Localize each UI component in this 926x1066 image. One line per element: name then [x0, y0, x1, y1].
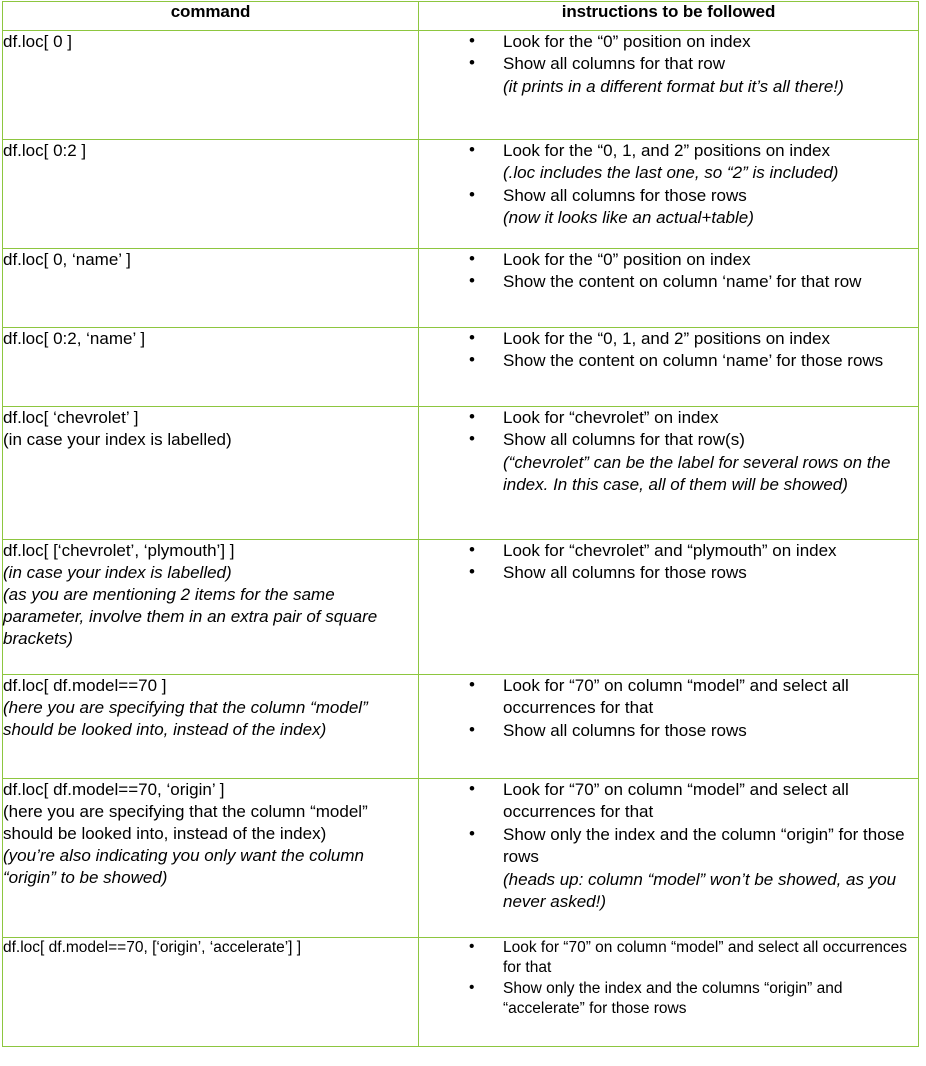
- instruction-text: Look for “70” on column “model” and select all occurrences for that: [503, 676, 849, 718]
- command-note: (here you are specifying that the column “model” should be looked into, instead of the index): [3, 802, 368, 844]
- instruction-item: [419, 562, 918, 584]
- instructions-cell: [419, 779, 919, 938]
- instruction-item: [419, 53, 918, 98]
- instruction-note: (it prints in a different format but it’s all there!): [503, 76, 844, 96]
- table-row: [3, 779, 919, 938]
- instruction-item: [419, 675, 918, 720]
- command-note: (as you are mentioning 2 items for the same parameter, involve them in an extra pair of square brackets): [3, 585, 378, 649]
- command-note: (in case your index is labelled): [3, 563, 232, 583]
- instructions-cell: [419, 31, 919, 140]
- instruction-text: Look for the “0, 1, and 2” positions on index: [503, 141, 830, 160]
- instruction-text: Show all columns for those rows: [503, 185, 747, 205]
- instruction-item: [419, 824, 918, 914]
- instruction-item: [419, 779, 918, 824]
- command-text: df.loc[ 0:2, ‘name’ ]: [3, 329, 146, 348]
- table-row: [3, 407, 919, 540]
- command-text: df.loc[ 0, ‘name’ ]: [3, 250, 131, 269]
- instruction-note: (.loc includes the last one, so “2” is included): [503, 163, 839, 183]
- column-header-command: command: [3, 2, 419, 31]
- table-row: [3, 249, 919, 328]
- instruction-list: [419, 407, 918, 497]
- instruction-note: (“chevrolet” can be the label for several rows on the index. In this case, all of them will be showed): [503, 452, 891, 495]
- command-cell: [3, 140, 419, 249]
- instruction-item: [419, 31, 918, 53]
- command-note: (here you are specifying that the column “model” should be looked into, instead of the index): [3, 698, 368, 740]
- instruction-item: [419, 350, 918, 372]
- table-row: [3, 31, 919, 140]
- instruction-list: [419, 779, 918, 914]
- instruction-item: [419, 720, 918, 742]
- instruction-text: Look for the “0, 1, and 2” positions on index: [503, 329, 830, 348]
- instruction-list: [419, 540, 918, 585]
- command-text: df.loc[ df.model==70, [‘origin’, ‘accelerate’] ]: [3, 939, 302, 956]
- instruction-text: Look for “chevrolet” on index: [503, 408, 719, 427]
- instruction-text: Show the content on column ‘name’ for those rows: [503, 351, 884, 371]
- loc-reference-table-container: [2, 1, 918, 1047]
- command-text: df.loc[ [‘chevrolet’, ‘plymouth’] ]: [3, 541, 235, 560]
- command-cell: [3, 249, 419, 328]
- table-row: [3, 540, 919, 675]
- instruction-text: Show only the index and the column “origin” for those rows: [503, 824, 905, 867]
- instruction-item: [419, 938, 918, 979]
- instruction-text: Look for “70” on column “model” and select all occurrences for that: [503, 780, 849, 822]
- table-body: [3, 31, 919, 1047]
- table-header: [3, 2, 919, 31]
- command-text: df.loc[ df.model==70 ]: [3, 676, 167, 695]
- instruction-text: Show all columns for that row: [503, 54, 726, 74]
- command-text: df.loc[ ‘chevrolet’ ]: [3, 408, 139, 427]
- instruction-text: Show only the index and the columns “origin” and “accelerate” for those rows: [503, 979, 843, 1018]
- instructions-cell: [419, 249, 919, 328]
- instruction-text: Show all columns for those rows: [503, 563, 747, 583]
- instruction-text: Look for “chevrolet” and “plymouth” on index: [503, 541, 837, 560]
- instructions-cell: [419, 675, 919, 779]
- instructions-cell: [419, 328, 919, 407]
- instructions-cell: [419, 407, 919, 540]
- table-row: [3, 675, 919, 779]
- command-cell: [3, 779, 419, 938]
- instruction-item: [419, 328, 918, 350]
- command-cell: [3, 31, 419, 140]
- instruction-list: [419, 140, 918, 230]
- command-cell: [3, 407, 419, 540]
- instruction-text: Look for the “0” position on index: [503, 32, 751, 51]
- table-row: [3, 938, 919, 1047]
- instructions-cell: [419, 140, 919, 249]
- instruction-list: [419, 31, 918, 98]
- command-note: (you’re also indicating you only want the column “origin” to be showed): [3, 846, 364, 888]
- instruction-text: Look for the “0” position on index: [503, 250, 751, 269]
- table-row: [3, 140, 919, 249]
- instruction-text: Show the content on column ‘name’ for that row: [503, 272, 862, 292]
- instruction-list: [419, 938, 918, 1020]
- instructions-cell: [419, 540, 919, 675]
- command-text: df.loc[ 0 ]: [3, 32, 72, 51]
- command-cell: [3, 540, 419, 675]
- instruction-item: [419, 271, 918, 293]
- instruction-note: (heads up: column “model” won’t be showed, as you never asked!): [503, 869, 897, 912]
- command-cell: [3, 675, 419, 779]
- instruction-text: Show all columns for those rows: [503, 720, 747, 740]
- instruction-note: (now it looks like an actual+table): [503, 208, 754, 228]
- instruction-item: [419, 407, 918, 429]
- instruction-item: [419, 540, 918, 562]
- instruction-item: [419, 979, 918, 1020]
- command-note: (in case your index is labelled): [3, 430, 232, 450]
- command-cell: [3, 938, 419, 1047]
- instruction-text: Look for “70” on column “model” and select all occurrences for that: [503, 939, 908, 977]
- instruction-list: [419, 328, 918, 373]
- command-text: df.loc[ 0:2 ]: [3, 141, 87, 160]
- table-header-row: [3, 2, 919, 31]
- instructions-cell: [419, 938, 919, 1047]
- table-row: [3, 328, 919, 407]
- instruction-list: [419, 249, 918, 294]
- column-header-instructions: instructions to be followed: [419, 2, 919, 31]
- loc-reference-table: [2, 1, 919, 1047]
- instruction-item: [419, 249, 918, 271]
- command-text: df.loc[ df.model==70, ‘origin’ ]: [3, 780, 225, 799]
- instruction-item: [419, 185, 918, 230]
- command-cell: [3, 328, 419, 407]
- instruction-text: Show all columns for that row(s): [503, 430, 745, 450]
- instruction-list: [419, 675, 918, 742]
- instruction-item: [419, 140, 918, 185]
- instruction-item: [419, 429, 918, 496]
